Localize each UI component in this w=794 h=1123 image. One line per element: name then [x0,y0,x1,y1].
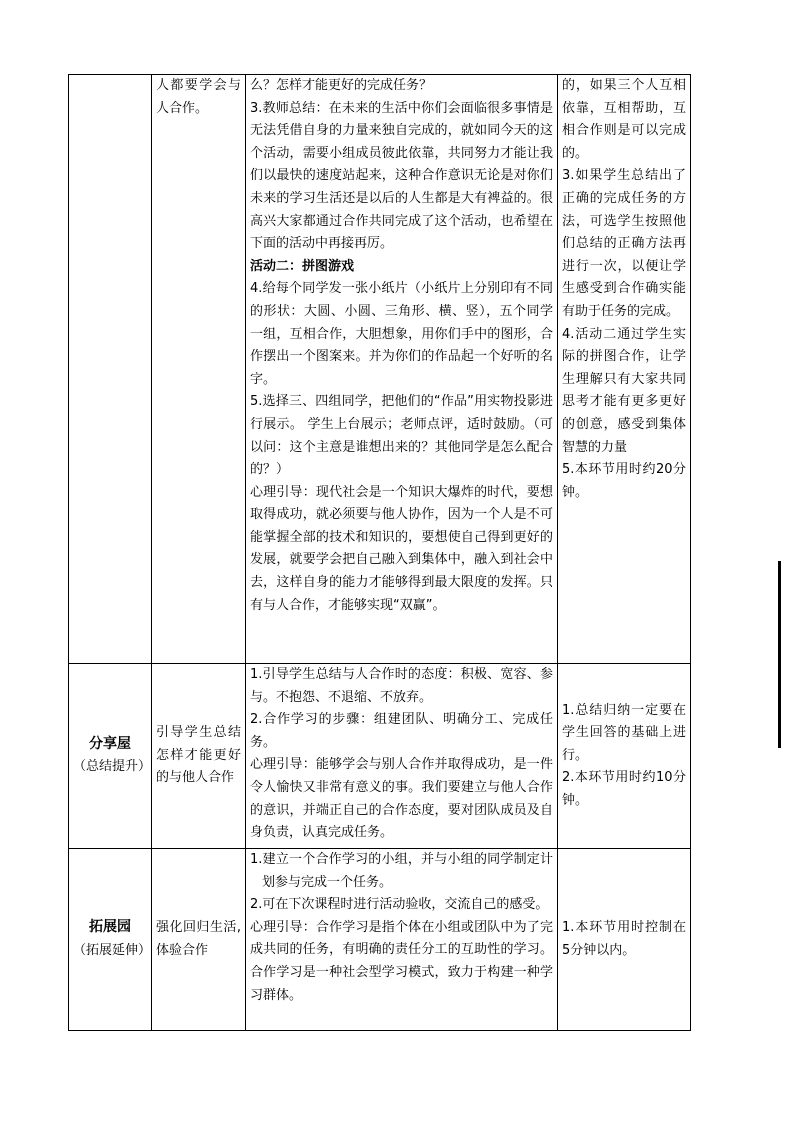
note-line: 的，如果三个人互相依靠，互相帮助，互相合作则是可以完成的。 [562,78,686,161]
table-row-activity [69,75,691,664]
process-line: 2.可在下次课程时进行活动验收，交流自己的感受。 [250,897,549,913]
process-cell [246,75,558,664]
process-line: 1.建立一个合作学习的小组，并与小组的同学制定计划参与完成一个任务。 [250,852,553,890]
process-cell [246,849,558,1031]
goal-cell [152,849,246,1031]
process-line: 5.选择三、四组同学，把他们的“作品”用实物投影进行展示。 学生上台展示；老师点评，适时鼓励。（可以问：这个主意是谁想出来的？其他同学是怎么配合的？） [250,394,553,478]
goal-cell [152,75,246,664]
lesson-plan-table [68,74,691,1031]
stage-subtitle: （拓展延伸） [73,942,152,958]
goal-text: 强化回归生活,体验合作 [156,919,241,958]
goal-text: 引导学生总结怎样才能更好的与他人合作 [156,725,241,786]
table-row-extend [69,849,691,1031]
note-line: 1.本环节用时控制在5分钟以内。 [562,919,686,958]
goal-cell [152,664,246,849]
notes-cell [558,664,691,849]
stage-name: 分享屋 [89,735,131,752]
guidance-text: 心理引导：能够学会与别人合作并取得成功，是一件令人愉快又非常有意义的事。我们要建立与他人合作的意识，并端正自己的合作态度，要对团队成员及自身负责，认真完成任务。 [250,757,553,841]
stage-name: 拓展园 [89,919,131,936]
process-line: 1.引导学生总结与人合作时的态度：积极、宽容、参与。不抱怨、不退缩、不放弃。 [250,667,553,705]
scrollbar[interactable] [778,561,781,748]
stage-cell [69,849,152,1031]
note-line: 2.本环节用时约10分钟。 [562,770,686,808]
guidance-text: 心理引导：现代社会是一个知识大爆炸的时代，要想取得成功，就必须要与他人协作，因为一个人是不可能掌握全部的技术和知识的，要想使自己得到更好的发展，就要学会把自己融入到集体中，融入到社会中去，这样自身的能力才能够得到最大限度的发挥。只有与人合作，才能够实现“双赢”。 [250,484,553,613]
stage-cell [69,664,152,849]
goal-text: 人都要学会与人合作。 [156,78,241,116]
notes-cell [558,75,691,664]
process-line: 4.给每个同学发一张小纸片（小纸片上分别印有不同的形状：大圆、小圆、三角形、横、竖），五个同学一组，互相合作，大胆想象，用你们手中的图形，合作摆出一个图案来。并为你们的作品起一个好听的名字。 [250,281,553,387]
table-row-share [69,664,691,849]
guidance-text: 心理引导：合作学习是指个体在小组或团队中为了完成共同的任务，有明确的责任分工的互助性的学习。合作学习是一种社会型学习模式，致力于构建一种学习群体。 [250,919,553,1003]
note-line: 1.总结归纳一定要在学生回答的基础上进行。 [562,702,686,763]
process-line: 么？怎样才能更好的完成任务？ [250,78,433,93]
note-line: 4.活动二通过学生实际的拼图合作，让学生理解只有大家共同思考才能有更多更好的创意，感受到集体智慧的力量 [562,326,686,455]
process-line: 3.教师总结：在未来的生活中你们会面临很多事情是无法凭借自身的力量来独自完成的，就如同今天的这个活动，需要小组成员彼此依靠，共同努力才能让我们以最快的速度站起来，这种合作意识无论是对你们未来的学习生活还是以后的人生都是大有裨益的。很高兴大家都通过合作共同完成了这个活动，也希望在下面的活动中再接再厉。 [250,100,553,252]
process-cell [246,664,558,849]
note-line: 3.如果学生总结出了正确的完成任务的方法，可选学生按照他们总结的正确方法再进行一次，以便让学生感受到合作确实能有助于任务的完成。 [562,168,686,319]
notes-cell [558,849,691,1031]
note-line: 5.本环节用时约20分钟。 [562,462,686,500]
stage-cell-empty [69,75,152,664]
process-line: 2.合作学习的步骤：组建团队、明确分工、完成任务。 [250,712,553,750]
stage-subtitle: （总结提升） [73,759,152,775]
activity-heading: 活动二：拼图游戏 [250,258,355,274]
